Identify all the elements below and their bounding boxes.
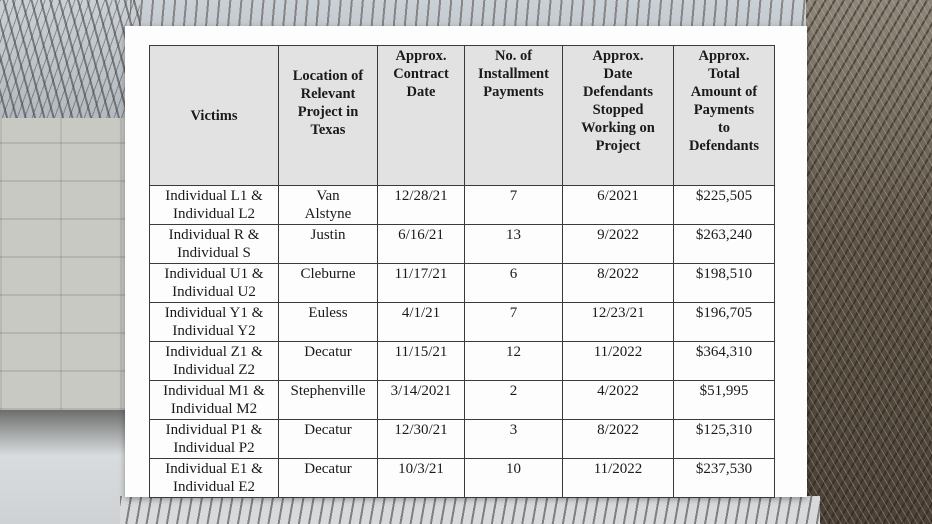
cell-location-line: Decatur [304, 461, 352, 477]
bottom-debris [120, 496, 820, 524]
cell-installments: 10 [465, 459, 563, 498]
cell-total-amount: $364,310 [674, 342, 775, 381]
cell-victims-line: Individual E2 [172, 479, 256, 495]
cell-location [279, 459, 378, 498]
cell-victims-line: Individual P2 [173, 440, 255, 456]
cell-total-amount: $196,705 [674, 303, 775, 342]
cell-total-amount: $225,505 [674, 186, 775, 225]
bare-trees-left [0, 0, 140, 130]
cell-contract-date: 6/16/21 [378, 225, 465, 264]
cell-victims-line: Individual R & [168, 227, 260, 243]
header-line: Project [595, 138, 641, 154]
table-body [150, 186, 775, 498]
cell-victims-line: Individual Y2 [172, 323, 256, 339]
cell-stopped-date: 8/2022 [563, 420, 674, 459]
header-line: Installment [478, 66, 549, 82]
cell-contract-date: 3/14/2021 [378, 381, 465, 420]
cell-location [279, 225, 378, 264]
cell-victims-line: Individual S [177, 245, 251, 261]
cell-total-amount: $198,510 [674, 264, 775, 303]
header-line: Working on [581, 120, 655, 136]
cell-location-line: Decatur [304, 344, 352, 360]
cell-installments: 2 [465, 381, 563, 420]
cell-installments: 13 [465, 225, 563, 264]
cell-location-line: Decatur [304, 422, 352, 438]
cell-location-line: Van [316, 188, 340, 204]
cell-stopped-date: 6/2021 [563, 186, 674, 225]
ground [0, 410, 140, 524]
header-line: Approx. [395, 48, 447, 64]
header-location [279, 46, 378, 186]
header-line: Defendants [688, 138, 760, 154]
cell-contract-date: 12/28/21 [378, 186, 465, 225]
cell-victims-line: Individual U2 [172, 284, 256, 300]
cell-location-line: Justin [310, 227, 346, 243]
header-line: Payments [693, 102, 755, 118]
header-line: Amount of [690, 84, 758, 100]
header-line: Stopped [592, 102, 644, 118]
header-line: Contract [393, 66, 449, 82]
cell-contract-date: 11/15/21 [378, 342, 465, 381]
header-line: to [717, 120, 731, 136]
cell-stopped-date: 11/2022 [563, 342, 674, 381]
cell-victims [150, 303, 279, 342]
cell-total-amount: $237,530 [674, 459, 775, 498]
table-row [150, 264, 775, 303]
cell-total-amount: $263,240 [674, 225, 775, 264]
header-line: No. of [494, 48, 533, 64]
cell-location [279, 303, 378, 342]
header-line: Defendants [582, 84, 654, 100]
table-row [150, 420, 775, 459]
header-line: Project in [297, 104, 359, 120]
cell-location-line: Cleburne [300, 266, 356, 282]
table-row [150, 459, 775, 498]
header-line: Payments [483, 84, 544, 100]
document-card [125, 26, 807, 497]
cell-installments: 6 [465, 264, 563, 303]
header-line: Approx. [698, 48, 750, 64]
cell-contract-date: 10/3/21 [378, 459, 465, 498]
cell-stopped-date: 4/2022 [563, 381, 674, 420]
header-victims [150, 46, 279, 186]
cell-victims [150, 459, 279, 498]
cell-stopped-date: 12/23/21 [563, 303, 674, 342]
cell-victims-line: Individual Z2 [172, 362, 256, 378]
cell-total-amount: $51,995 [674, 381, 775, 420]
header-line: Total [708, 66, 740, 82]
cell-stopped-date: 8/2022 [563, 264, 674, 303]
cell-location [279, 420, 378, 459]
dry-brush-right [806, 0, 932, 524]
table-row [150, 186, 775, 225]
cell-victims-line: Individual E1 & [165, 461, 263, 477]
cell-victims [150, 342, 279, 381]
cell-victims-line: Individual L2 [172, 206, 256, 222]
table-row [150, 303, 775, 342]
cell-location-line: Alstyne [304, 206, 352, 222]
cell-contract-date: 4/1/21 [378, 303, 465, 342]
cell-victims-line: Individual L1 & [165, 188, 263, 204]
cell-victims [150, 186, 279, 225]
cell-location [279, 381, 378, 420]
cell-location-line: Stephenville [290, 383, 366, 399]
cell-stopped-date: 9/2022 [563, 225, 674, 264]
cell-victims [150, 420, 279, 459]
block-wall [0, 118, 126, 410]
cell-victims [150, 264, 279, 303]
table-row [150, 342, 775, 381]
header-line: Victims [190, 108, 238, 124]
cell-victims [150, 381, 279, 420]
cell-location [279, 264, 378, 303]
header-line: Date [406, 84, 436, 100]
cell-location-line: Euless [308, 305, 348, 321]
cell-installments: 3 [465, 420, 563, 459]
cell-total-amount: $125,310 [674, 420, 775, 459]
header-line: Location of [292, 68, 364, 84]
cell-victims-line: Individual M1 & [163, 383, 265, 399]
header-line: Texas [310, 122, 346, 138]
cell-location [279, 186, 378, 225]
header-row [150, 46, 775, 186]
header-installments [465, 46, 563, 186]
cell-contract-date: 11/17/21 [378, 264, 465, 303]
cell-location [279, 342, 378, 381]
cell-contract-date: 12/30/21 [378, 420, 465, 459]
cell-installments: 12 [465, 342, 563, 381]
cell-installments: 7 [465, 303, 563, 342]
header-stopped-date [563, 46, 674, 186]
cell-victims [150, 225, 279, 264]
header-line: Date [603, 66, 633, 82]
header-line: Relevant [300, 86, 356, 102]
cell-victims-line: Individual P1 & [165, 422, 263, 438]
header-total-amount [674, 46, 775, 186]
header-line: Approx. [592, 48, 644, 64]
cell-victims-line: Individual M2 [170, 401, 258, 417]
header-contract-date [378, 46, 465, 186]
cell-victims-line: Individual Y1 & [164, 305, 264, 321]
table-row [150, 225, 775, 264]
cell-stopped-date: 11/2022 [563, 459, 674, 498]
table-row [150, 381, 775, 420]
cell-installments: 7 [465, 186, 563, 225]
cell-victims-line: Individual U1 & [164, 266, 264, 282]
cell-victims-line: Individual Z1 & [165, 344, 263, 360]
payments-table [149, 45, 775, 498]
